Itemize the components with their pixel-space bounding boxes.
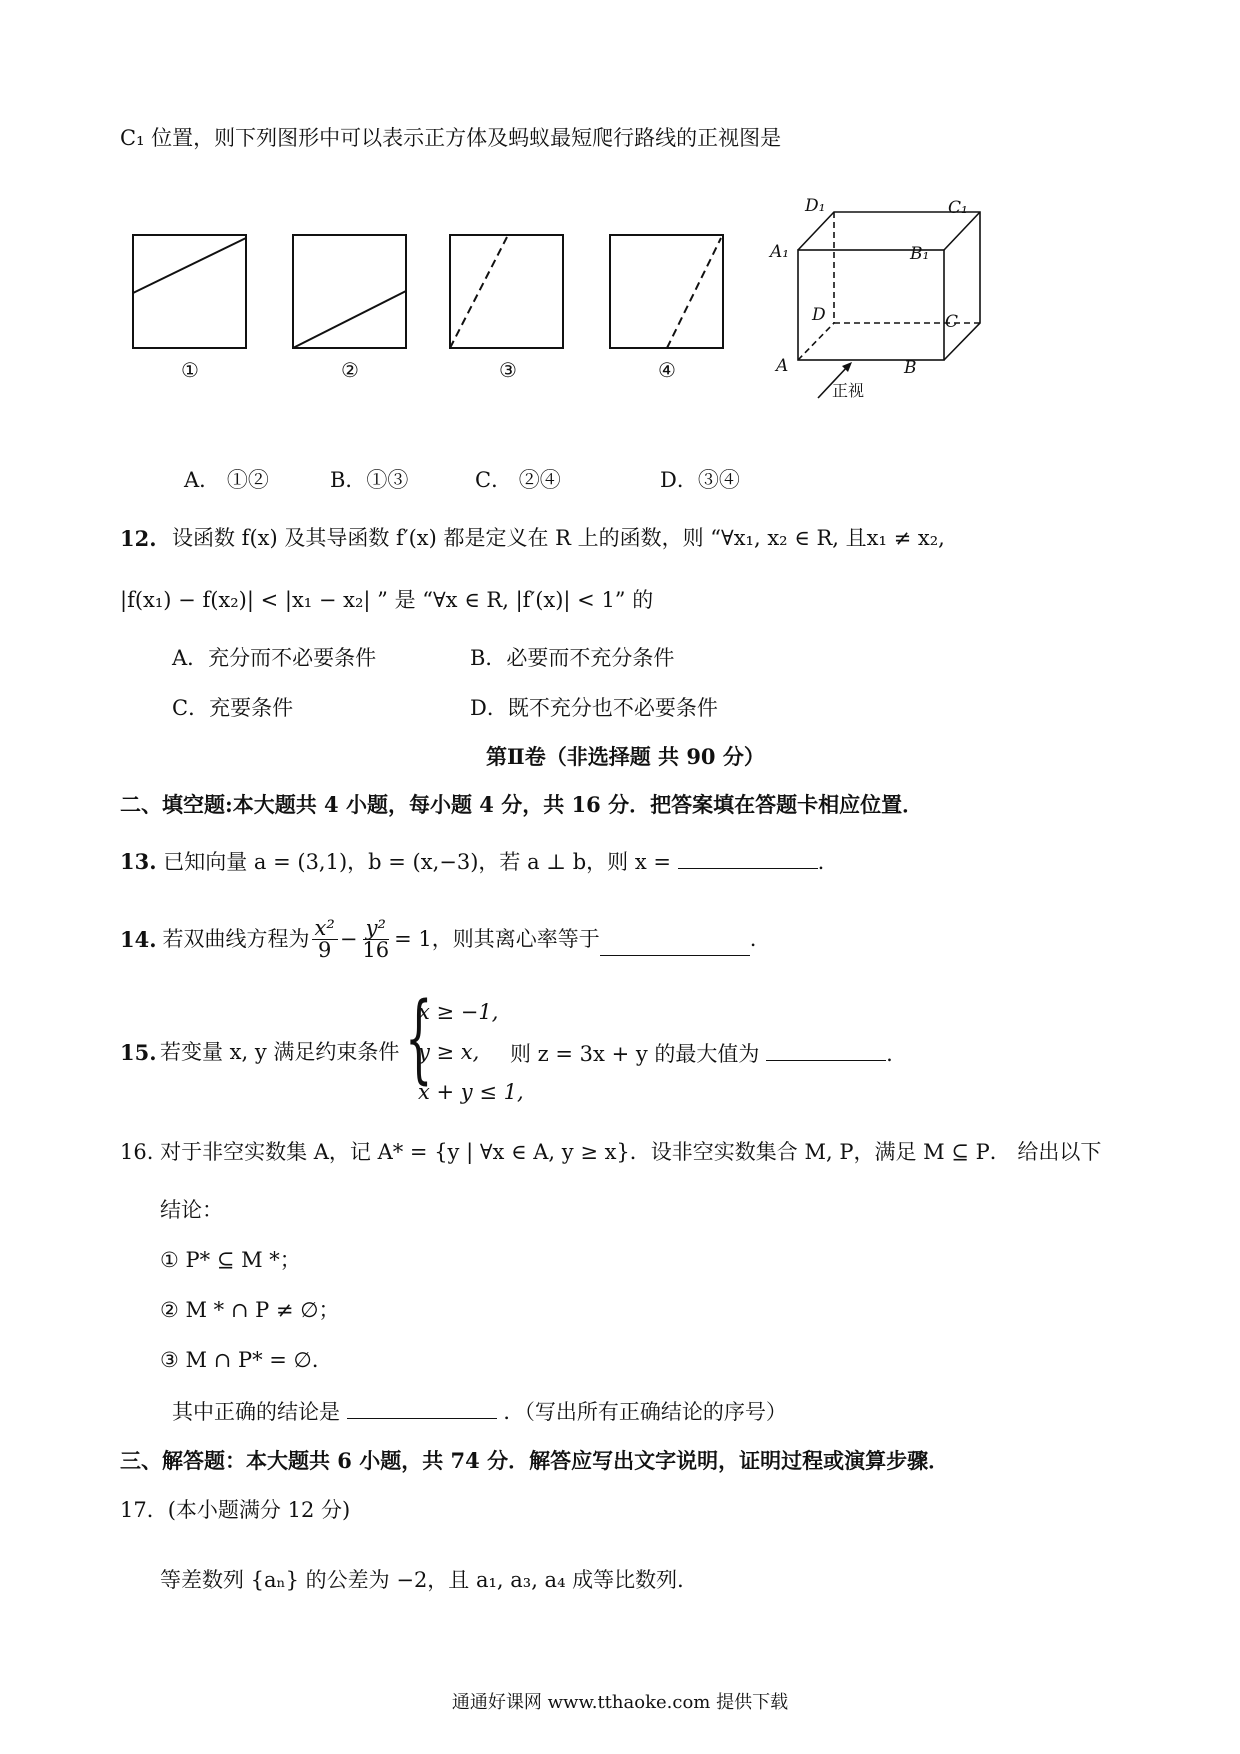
q14-post: = 1，则其离心率等于 [394,927,600,951]
fig2-square [293,235,406,348]
q15-answer-blank[interactable] [766,1042,886,1061]
q12-option-d: D．既不充分也不必要条件 [470,696,718,720]
part2-title: 第Ⅱ卷（非选择题 共 90 分） [486,744,765,769]
q14-end: . [749,927,757,951]
q14-answer-blank[interactable] [600,937,750,956]
q13 [120,850,824,873]
cube-label-d1: D₁ [805,196,826,216]
q14-number: 14. [120,927,157,952]
fig1-path [133,238,246,293]
q14-pre: 若双曲线方程为 [162,927,310,951]
q16-ask-post: ．（写出所有正确结论的序号） [503,1400,787,1424]
q15-pre: 若变量 x, y 满足约束条件 [160,1040,400,1064]
cube-label-b: B [904,358,917,378]
q15-brace: { [405,982,433,1094]
q15-number: 15. [120,1040,157,1065]
q11-figures [0,0,1240,420]
q14-fraction-x [312,918,338,961]
fig2-path [293,291,406,348]
cube-label-c: C [945,312,959,332]
q11-option-d: D．③④ [660,468,740,492]
section3-heading: 三、解答题：本大题共 6 小题，共 74 分．解答应写出文字说明，证明过程或演算步骤． [120,1448,950,1473]
q15-constraint-3: x + y ≤ 1, [418,1080,524,1104]
fig3-label: ③ [499,358,517,382]
cube-view-label: 正视 [832,381,865,400]
q14 [120,918,756,961]
q12-option-b: B．必要而不充分条件 [470,646,675,670]
cube-label-b1: B₁ [910,244,930,264]
q11-stem-tail: C₁ 位置，则下列图形中可以表示正方体及蚂蚁最短爬行路线的正视图是 [120,126,782,150]
q14-minus: − [339,927,358,951]
q14-f1-den: 9 [317,938,332,962]
q16-ask-pre: 其中正确的结论是 [172,1400,340,1424]
fig2-label: ② [341,358,359,382]
q15-post-wrap [510,1042,893,1065]
cube-label-a1: A₁ [770,242,790,262]
q14-f2-den: 16 [362,938,390,962]
q12-line2: |f(x₁) − f(x₂)| < |x₁ − x₂| ” 是 “∀x ∈ R, |f′(x)| < 1” 的 [120,588,654,612]
q16-ask [172,1400,787,1423]
section2-heading: 二、填空题:本大题共 4 小题，每小题 4 分，共 16 分．把答案填在答题卡相应位置． [120,792,924,817]
q12-option-a: A．充分而不必要条件 [172,646,377,670]
q17-text: 等差数列 {aₙ} 的公差为 −2，且 a₁, a₃, a₄ 成等比数列． [160,1568,699,1592]
q14-f1-num: x² [312,918,338,940]
fig3-square [450,235,563,348]
q16-conclusion-3: ③ M ∩ P* = ∅． [160,1348,333,1372]
cube-label-c1: C₁ [948,198,968,218]
page-footer: 通通好课网 www.tthaoke.com 提供下载 [451,1692,789,1713]
q13-number: 13. [120,849,157,874]
cube-label-a: A [776,356,789,376]
q13-text: 已知向量 a = (3,1)，b = (x,−3)，若 a ⊥ b，则 x = [163,850,671,874]
fig1-square [133,235,246,348]
fig4-path [667,238,721,348]
q12-number: 12. [120,526,157,551]
q13-end: . [817,850,825,874]
q16-line2: 结论： [160,1198,223,1222]
q11-option-b: B．①③ [330,468,409,492]
q15-post: 则 z = 3x + y 的最大值为 [510,1042,760,1066]
q16-conclusion-2: ② M * ∩ P ≠ ∅； [160,1298,340,1322]
fig4-label: ④ [658,358,676,382]
q15-constraint-2: y ≥ x, [418,1040,480,1064]
fig1-label: ① [181,358,199,382]
q15-constraint-1: x ≥ −1, [418,1000,499,1024]
q16-answer-blank[interactable] [347,1400,497,1419]
q12-option-c: C．充要条件 [172,696,294,720]
q12-line1: 设函数 f(x) 及其导函数 f′(x) 都是定义在 R 上的函数，则 “∀x₁, x₂ ∈ R, 且x₁ ≠ x₂, [172,526,945,550]
fig3-path [450,237,507,348]
q14-fraction-y [359,918,392,961]
q14-f2-num: y² [363,918,389,940]
q17-heading: 17．(本小题满分 12 分) [120,1498,351,1522]
q13-answer-blank[interactable] [678,850,818,869]
q11-option-c: C． ②④ [475,468,561,492]
fig4-square [610,235,723,348]
q11-option-a: A． ①② [184,468,269,492]
q16-line1: 16. 对于非空实数集 A，记 A* = {y | ∀x ∈ A, y ≥ x}．设非空实数集合 M, P，满足 M ⊆ P． 给出以下 [120,1140,1102,1164]
q15-end: . [886,1042,893,1066]
q16-conclusion-1: ① P* ⊆ M *； [160,1248,301,1272]
cube-label-d: D [812,305,826,325]
